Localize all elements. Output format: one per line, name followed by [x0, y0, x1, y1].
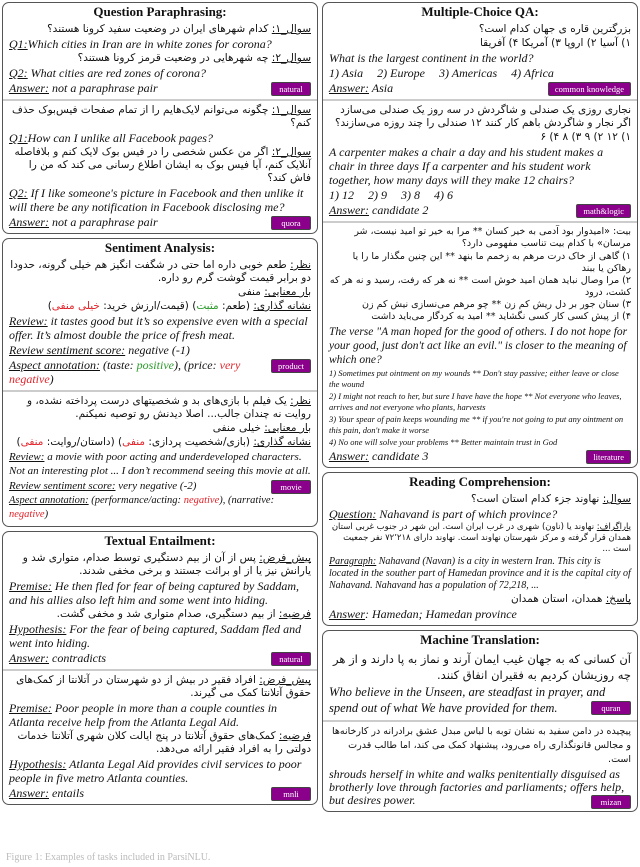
label: Q2:	[9, 186, 28, 200]
source-tag: product	[271, 359, 311, 373]
answer-line	[9, 786, 311, 800]
example	[323, 720, 637, 811]
label: Answer:	[329, 449, 369, 463]
aspect: (بازی/شخصیت پردازی:	[145, 436, 251, 448]
option: 1) 12	[329, 188, 354, 202]
english-translation: shrouds herself in white and walks penitentially disguised as brotherly love through factories and parliaments; offers help, but desires power.	[329, 767, 625, 807]
sentiment-analysis-panel	[2, 238, 318, 527]
example	[323, 99, 637, 221]
sentiment-score: very negative (-2)	[118, 480, 197, 492]
persian-option: ۳) سنان جور بر دل ریش کم زن ** چو مرهم می‌نسازی نیش کم زن	[362, 299, 631, 310]
persian-q2-line	[9, 52, 311, 65]
right-column	[322, 2, 638, 812]
persian-hypothesis-line	[9, 730, 311, 756]
score-line	[9, 479, 311, 493]
english-q1-line	[9, 131, 311, 145]
label: Aspect annotation:	[9, 358, 100, 372]
example	[3, 99, 317, 233]
aspect: ), (price:	[173, 358, 220, 372]
persian-hypothesis-line	[9, 608, 311, 621]
example	[323, 648, 637, 720]
label: فرضیه:	[278, 730, 311, 742]
english-hypothesis-line	[9, 622, 311, 650]
question-paraphrasing-panel	[2, 2, 318, 234]
english-hypothesis: Atlanta Legal Aid provides civil services to poor people in five metro Atlanta counties.	[9, 757, 302, 785]
figure-caption: Figure 1: Examples of tasks included in ParsiNLU.	[6, 852, 211, 863]
persian-option: ۲) مرا وصال نباید همان امید خوش است ** نه هر که رفت، رسید و نه هر که کشت، درود	[329, 275, 631, 298]
persian-source: آن کسانی که به جهان غیب ایمان آرند و نماز به پا دارند و از هر چه روزیشان کردیم به فقیران انفاق کنند.	[333, 652, 631, 682]
persian-q1: چگونه می‌توانم لایک‌هایم را از تمام صفحات فیس‌بوک حذف کنم؟	[12, 104, 311, 129]
persian-premise-line	[9, 674, 311, 700]
aspect-line	[9, 358, 311, 386]
panel-title: Textual Entailment:	[104, 533, 216, 548]
option: 1) Asia	[329, 66, 364, 80]
persian-q2: چه شهرهایی در وضعیت قرمز کرونا هستند؟	[77, 52, 269, 64]
persian-review-line	[9, 259, 311, 285]
answer-line	[329, 449, 631, 463]
label: پیش_فرض:	[259, 552, 311, 564]
answer: Asia	[371, 81, 394, 95]
answer-line	[329, 607, 631, 621]
english-paragraph: Nahavand (Navan) is a city in western Iran. This city is located in the souther part of Hamedan province and it is the capital city of Nahavand. Nahavand has a population of 72,218, ...	[329, 556, 631, 591]
label: فرضیه:	[278, 608, 311, 620]
persian-question: بزرگترین قاره ی جهان کدام است؟	[478, 23, 631, 35]
answer: candidate 2	[372, 203, 429, 217]
label: Premise:	[9, 701, 52, 715]
aspect: ) (داستان/روایت:	[43, 436, 123, 448]
option: 4) Africa	[511, 66, 554, 80]
label: Premise:	[9, 579, 52, 593]
label: پیش_فرض:	[259, 674, 311, 686]
persian-q2-line	[9, 146, 311, 185]
example	[323, 221, 637, 467]
english-options	[329, 188, 631, 202]
aspect-value: positive	[136, 358, 174, 372]
answer: contradicts	[52, 651, 106, 665]
persian-aspect-line	[9, 300, 311, 313]
source-tag: mnli	[271, 787, 311, 801]
persian-option: ۴) از پیش کسی کار کسی نگشاید ** امید به کردگار می‌باید داشت	[371, 311, 631, 322]
persian-premise: پس از آن از بیم دستگیری توسط صدام، متواری شد و یارانش نیز یا از او برائت جستند و برخی مخفی شدند.	[22, 552, 311, 577]
english-premise-line	[9, 579, 311, 607]
option: 1) Sometimes put ointment on my wounds ** Don't stay passive; either leave or close the wound	[329, 368, 619, 389]
label: Answer:	[9, 215, 49, 229]
option: 2) I might not reach to her, but sure I have have the hope ** Not everyone who leaves, arrives and not everyone who plants, harvests	[329, 391, 622, 412]
label: Q1:	[9, 131, 28, 145]
label: Hypothesis:	[9, 757, 67, 771]
aspect-value: negative	[9, 509, 45, 520]
source-tag: literature	[586, 450, 631, 464]
label: Hypothesis:	[9, 622, 67, 636]
source-tag: mizan	[591, 795, 631, 809]
source-tag: natural	[271, 82, 311, 96]
option: 4) 6	[434, 188, 453, 202]
english-review: a movie with poor acting and underdeveloped characters. Not an interesting plot ... I don’t recommend seeing this movie at all.	[9, 451, 311, 477]
persian-sentiment: منفی	[237, 286, 261, 298]
english-hypothesis: For the fear of being captured, Saddam fled and went into hiding.	[9, 622, 302, 650]
english-q2-line	[9, 66, 311, 80]
answer: entails	[52, 786, 84, 800]
persian-q1-line	[9, 23, 311, 36]
source-tag: natural	[271, 652, 311, 666]
paren: )	[49, 372, 54, 386]
english-translation-line	[329, 684, 631, 716]
panel-title: Sentiment Analysis:	[104, 240, 216, 255]
persian-sentiment-line	[9, 286, 311, 299]
aspect-value: خیلی منفی	[51, 300, 100, 312]
textual-entailment-panel	[2, 531, 318, 805]
english-q1: Which cities in Iran are in white zones for corona?	[27, 37, 272, 51]
label: Answer:	[9, 786, 49, 800]
label: Review sentiment score:	[9, 343, 126, 357]
english-paragraph-line	[329, 556, 631, 592]
panel-title: Multiple-Choice QA:	[421, 4, 539, 19]
option: 2) 9	[368, 188, 387, 202]
english-question: The verse "A man hoped for the good of others. I do not hope for your good, just don't act like an evil." is closer to the meaning of which one?	[329, 326, 628, 366]
english-q1: How can I unlike all Facebook pages?	[27, 131, 213, 145]
example	[3, 20, 317, 99]
persian-premise-line	[9, 552, 311, 578]
english-q2-line	[9, 186, 311, 214]
aspect-value: منفی	[122, 436, 145, 448]
english-translation-line	[329, 768, 631, 807]
label: پاسخ:	[605, 593, 631, 605]
example	[323, 490, 637, 625]
persian-review: یک فیلم با بازی‌های بد و شخصیتهای درست پرداخته نشده، و روایت نه چندان جالب... اصلا دیدنش رو توصیه نمیکنم.	[26, 395, 311, 420]
label: نظر:	[290, 395, 311, 407]
answer-line	[9, 651, 311, 665]
answer: not a paraphrase pair	[52, 81, 158, 95]
english-review: it tastes good but it’s so expensive even with a special offer. It’s almost double the price of fresh meat.	[9, 314, 308, 342]
english-premise: Poor people in more than a couple counties in Atlanta receive help from the Atlanta Legal Aid.	[9, 701, 278, 729]
source-tag: movie	[271, 480, 311, 494]
aspect: (taste:	[102, 358, 137, 372]
option: 3) 8	[401, 188, 420, 202]
english-q1-line	[9, 37, 311, 51]
persian-question: بیت: «امیدوار بود آدمی به خیر کسان ** مرا به خیر تو امید نیست، شر مرسان» با کدام بیت تناسب مفهومی دارد؟	[354, 226, 631, 249]
sentiment-score: negative (-1)	[128, 343, 190, 357]
label: Question:	[329, 507, 377, 521]
persian-options: ۱) ۱۲ ۲) ۹ ۳) ۸ ۴) ۶	[540, 131, 631, 143]
aspect-value: منفی	[20, 436, 44, 448]
label: Review sentiment score:	[9, 480, 116, 492]
persian-options: ۱) آسیا ۲) اروپا ۳) آمریکا ۴) آفریقا	[479, 37, 631, 49]
label: پاراگراف:	[596, 522, 631, 532]
label: سوال_۲:	[271, 52, 311, 64]
persian-sentiment: خیلی منفی	[212, 422, 261, 434]
label: Answer:	[329, 81, 369, 95]
aspect-value: very negative	[9, 358, 241, 386]
panel-title: Question Paraphrasing:	[93, 4, 227, 19]
source-tag: quran	[591, 701, 631, 715]
persian-hypothesis: از بیم دستگیری، صدام متواری شد و مخفی گشت.	[56, 608, 276, 620]
option: 3) Americas	[439, 66, 498, 80]
english-review-line	[9, 450, 311, 478]
persian-source: پیچیده در دامن سفید به نشان توبه با لباس مبدل عشق برادرانه در کارخانه‌ها و مجالس قانونگذاری راه می‌رود، پیشنهاد کمک می کند، اما طالب قدرت است.	[331, 726, 631, 765]
answer-line	[329, 203, 631, 217]
label: نشانه گذاری:	[253, 436, 311, 448]
persian-answer-line	[329, 593, 631, 606]
label: سوال_۲:	[271, 146, 311, 158]
panel-title: Reading Comprehension:	[409, 474, 551, 489]
panel-title: Machine Translation:	[420, 632, 540, 647]
label: Review:	[9, 451, 45, 463]
persian-option: ۱) گاهی از خاک درت مرهم به زخمم ما بنهد ** این چنین مگذار ما را یا رهاکن یا ببند	[352, 251, 631, 274]
example	[3, 390, 317, 526]
aspect-value: negative	[183, 495, 220, 506]
label: بار معنایی:	[264, 286, 311, 298]
paren: )	[47, 300, 52, 312]
persian-premise: افراد فقیر در بیش از دو شهرستان در آتلانتا از کمک‌های حقوق آتلانتا کمک می گیرند.	[16, 674, 311, 699]
persian-q2: اگر من عکس شخصی را در فیس بوک لایک کنم و بلافاصله آنلایک کنم، آیا فیس بوک به ایشان اطلاع رسانی می کند که من را فاش کند؟	[14, 146, 311, 184]
source-tag: common knowledge	[548, 82, 631, 96]
label: Answer	[329, 607, 365, 621]
option: 2) Europe	[377, 66, 426, 80]
option: 4) No one will solve your problems ** Better maintain trust in God	[329, 437, 558, 447]
aspect: ), (narrative:	[219, 495, 275, 506]
persian-review-line	[9, 395, 311, 421]
aspect: ) (قیمت/ارزش خرید:	[99, 300, 197, 312]
label: Review:	[9, 314, 48, 328]
english-options	[329, 66, 631, 80]
example	[3, 669, 317, 804]
english-review-line	[9, 314, 311, 342]
label: Q2:	[9, 66, 28, 80]
label: Answer:	[329, 203, 369, 217]
label: Q1:	[9, 37, 28, 51]
english-premise: He then fled for fear of being captured by Saddam, and his allies also left him and some went into hiding.	[9, 579, 300, 607]
aspect: (طعم:	[218, 300, 251, 312]
label: نشانه گذاری:	[253, 300, 311, 312]
reading-comprehension-panel	[322, 472, 638, 626]
label: بار معنایی:	[264, 422, 311, 434]
aspect-value: مثبت	[196, 300, 219, 312]
persian-question: نهاوند جزء کدام استان است؟	[470, 493, 600, 505]
persian-hypothesis: کمک‌های حقوق آتلانتا در پنج ایالت کلان شهری آتلانتا خدمات دولتی را به افراد فقیر ارائه می‌دهد.	[17, 730, 311, 755]
persian-q1: کدام شهرهای ایران در وضعیت سفید کرونا هستند؟	[47, 23, 269, 35]
persian-paragraph-line	[329, 522, 631, 555]
source-tag: quora	[271, 216, 311, 230]
persian-paragraph: نهاوند یا (ناون) شهری در غرب ایران است. این شهر در جنوب غربی استان همدان قرار گرفته و مرکز شهرستان نهاوند است. نهاوند دارای ۷۲٬۲۱۸ نفر جمعیت است ...	[331, 522, 631, 554]
persian-aspect-line	[9, 436, 311, 449]
answer: : Hamedan; Hamedan province	[365, 607, 517, 621]
answer: not a paraphrase pair	[52, 215, 158, 229]
persian-review: طعم خوبی داره اما حتی در شگفت انگیز هم خیلی گرونه، حدودا دو برابر قیمت گوشت گرم رو داره.	[10, 259, 311, 284]
persian-sentiment-line	[9, 422, 311, 435]
label: سوال_۱:	[271, 104, 311, 116]
label: Aspect annotation:	[9, 495, 89, 506]
english-question: What is the largest continent in the world?	[329, 51, 534, 65]
source-tag: math&logic	[576, 204, 631, 218]
left-column	[2, 2, 318, 805]
label: سوال:	[602, 493, 631, 505]
paren: )	[44, 509, 49, 520]
label: Paragraph:	[329, 556, 377, 567]
answer: candidate 3	[372, 449, 429, 463]
label: Answer:	[9, 81, 49, 95]
label: نظر:	[290, 259, 311, 271]
english-q2: If I like someone's picture in Facebook and then unlike it will there be any notification in Facebook disclosing me?	[9, 186, 304, 214]
label: سوال_۱:	[271, 23, 311, 35]
english-translation: Who believe in the Unseen, are steadfast in prayer, and spend out of what We have provided for them.	[329, 685, 606, 715]
english-premise-line	[9, 701, 311, 729]
option: 3) Your spear of pain keeps wounding me ** if you're not going to put any ointment on this pain, don't make it worse	[329, 414, 624, 435]
english-question: Nahavand is part of which province?	[379, 507, 558, 521]
english-q2: What cities are red zones of corona?	[30, 66, 206, 80]
persian-answer: همدان، استان همدان	[511, 593, 603, 605]
example	[3, 256, 317, 390]
label: Answer:	[9, 651, 49, 665]
answer-line	[9, 215, 311, 229]
example	[3, 549, 317, 669]
multiple-choice-qa-panel	[322, 2, 638, 468]
paren: )	[16, 436, 21, 448]
answer-line	[329, 81, 631, 95]
persian-q1-line	[9, 104, 311, 130]
english-hypothesis-line	[9, 757, 311, 785]
english-question-line	[329, 507, 631, 521]
aspect-line	[9, 494, 311, 522]
answer-line	[9, 81, 311, 95]
score-line	[9, 343, 311, 357]
machine-translation-panel	[322, 630, 638, 812]
persian-question-line	[329, 493, 631, 506]
aspect: (performance/acting:	[91, 495, 184, 506]
persian-question: نجاری روزی یک صندلی و شاگردش در سه روز یک صندلی می‌سازد اگر نجار و شاگردش باهم کار کنند ۱۲ صندلی را چند روزه می‌سازند؟	[334, 104, 631, 129]
english-question: A carpenter makes a chair a day and his student makes a chair in three days If a carpenter and his student work together, how many days will they make 12 chairs?	[329, 145, 604, 187]
example	[323, 20, 637, 99]
